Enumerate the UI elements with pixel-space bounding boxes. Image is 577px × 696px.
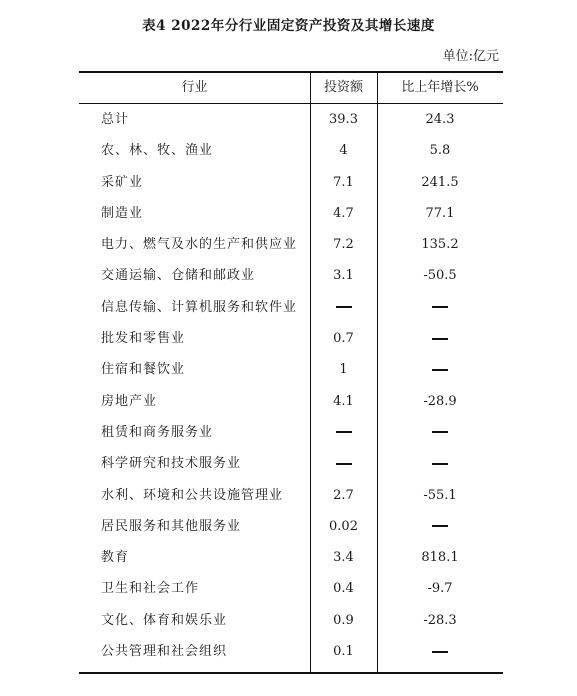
growth-cell [377, 323, 503, 354]
industry-cell: 交通运输、仓储和邮政业 [101, 268, 256, 284]
industry-cell: 租赁和商务服务业 [101, 424, 214, 440]
industry-cell: 制造业 [101, 205, 144, 221]
growth-cell [377, 354, 503, 385]
table-row [79, 292, 503, 323]
industry-cell: 住宿和餐饮业 [101, 362, 186, 378]
investment-cell: 0.7 [333, 331, 354, 347]
dash-mark [432, 431, 448, 433]
growth-cell: 5.8 [429, 143, 451, 159]
investment-cell: 7.1 [333, 174, 354, 190]
investment-cell: 4.7 [333, 205, 354, 221]
table-row [79, 480, 503, 511]
industry-cell: 农、林、牧、渔业 [101, 143, 214, 159]
dash-mark [432, 525, 448, 527]
dash-mark [432, 306, 448, 308]
growth-cell: 241.5 [421, 174, 459, 190]
industry-cell: 教育 [101, 550, 130, 566]
table-row [79, 448, 503, 479]
table-row [79, 417, 503, 448]
table-body [79, 104, 503, 667]
investment-cell: 0.9 [333, 612, 354, 628]
investment-cell: 7.2 [333, 237, 354, 253]
industry-cell: 水利、环境和公共设施管理业 [101, 487, 284, 503]
unit-label: 单位:亿元 [442, 49, 499, 64]
investment-cell [310, 292, 377, 323]
investment-cell: 0.4 [333, 581, 354, 597]
table-row [79, 605, 503, 636]
table-bottom-rule [79, 672, 503, 674]
investment-cell [310, 417, 377, 448]
industry-cell: 采矿业 [101, 174, 144, 190]
growth-cell [377, 511, 503, 542]
header-growth: 比上年增长% [401, 80, 479, 95]
dash-mark [336, 463, 352, 465]
dash-mark [432, 651, 448, 653]
industry-cell: 总计 [101, 112, 130, 127]
table-row [79, 511, 503, 542]
industry-cell: 卫生和社会工作 [101, 581, 200, 597]
industry-cell: 信息传输、计算机服务和软件业 [101, 299, 298, 315]
investment-cell: 0.1 [333, 644, 354, 660]
table-row [79, 386, 503, 417]
table-title: 表4 2022年分行业固定资产投资及其增长速度 [142, 18, 435, 34]
growth-cell [377, 636, 503, 667]
growth-cell [377, 448, 503, 479]
dash-mark [336, 306, 352, 308]
table-row [79, 542, 503, 573]
table-row [79, 636, 503, 667]
industry-cell: 房地产业 [101, 393, 158, 409]
growth-cell [377, 292, 503, 323]
investment-cell: 4.1 [333, 393, 354, 409]
growth-cell: -9.7 [427, 581, 453, 597]
growth-cell: -28.9 [423, 393, 457, 409]
header-industry: 行业 [181, 80, 208, 95]
industry-cell: 电力、燃气及水的生产和供应业 [101, 237, 298, 253]
investment-cell: 2.7 [333, 487, 354, 503]
growth-cell: 135.2 [421, 237, 459, 253]
dash-mark [432, 338, 448, 340]
dash-mark [432, 369, 448, 371]
table-row [79, 198, 503, 229]
table-row [79, 229, 503, 260]
industry-cell: 居民服务和其他服务业 [101, 518, 242, 534]
industry-cell: 科学研究和技术服务业 [101, 456, 242, 472]
table-row [79, 354, 503, 385]
dash-mark [432, 463, 448, 465]
table-row [79, 167, 503, 198]
growth-cell: 77.1 [425, 205, 455, 221]
industry-cell: 文化、体育和娱乐业 [101, 612, 228, 628]
investment-cell [310, 448, 377, 479]
growth-cell: -50.5 [423, 268, 457, 284]
growth-cell [377, 417, 503, 448]
investment-cell: 4 [339, 143, 348, 159]
table-row [79, 104, 503, 135]
table-row [79, 573, 503, 604]
investment-cell: 1 [339, 362, 348, 378]
investment-cell: 3.1 [333, 268, 354, 284]
investment-cell: 39.3 [329, 112, 358, 127]
table-row [79, 260, 503, 291]
industry-cell: 公共管理和社会组织 [101, 644, 228, 660]
growth-cell: 818.1 [421, 550, 459, 566]
growth-cell: -55.1 [423, 487, 457, 503]
investment-cell: 3.4 [333, 550, 354, 566]
growth-cell: -28.3 [423, 612, 457, 628]
growth-cell: 24.3 [425, 112, 455, 127]
dash-mark [336, 431, 352, 433]
table-row [79, 323, 503, 354]
industry-cell: 批发和零售业 [101, 331, 186, 347]
table-row [79, 135, 503, 166]
investment-cell: 0.02 [329, 518, 358, 534]
header-investment: 投资额 [323, 80, 363, 95]
